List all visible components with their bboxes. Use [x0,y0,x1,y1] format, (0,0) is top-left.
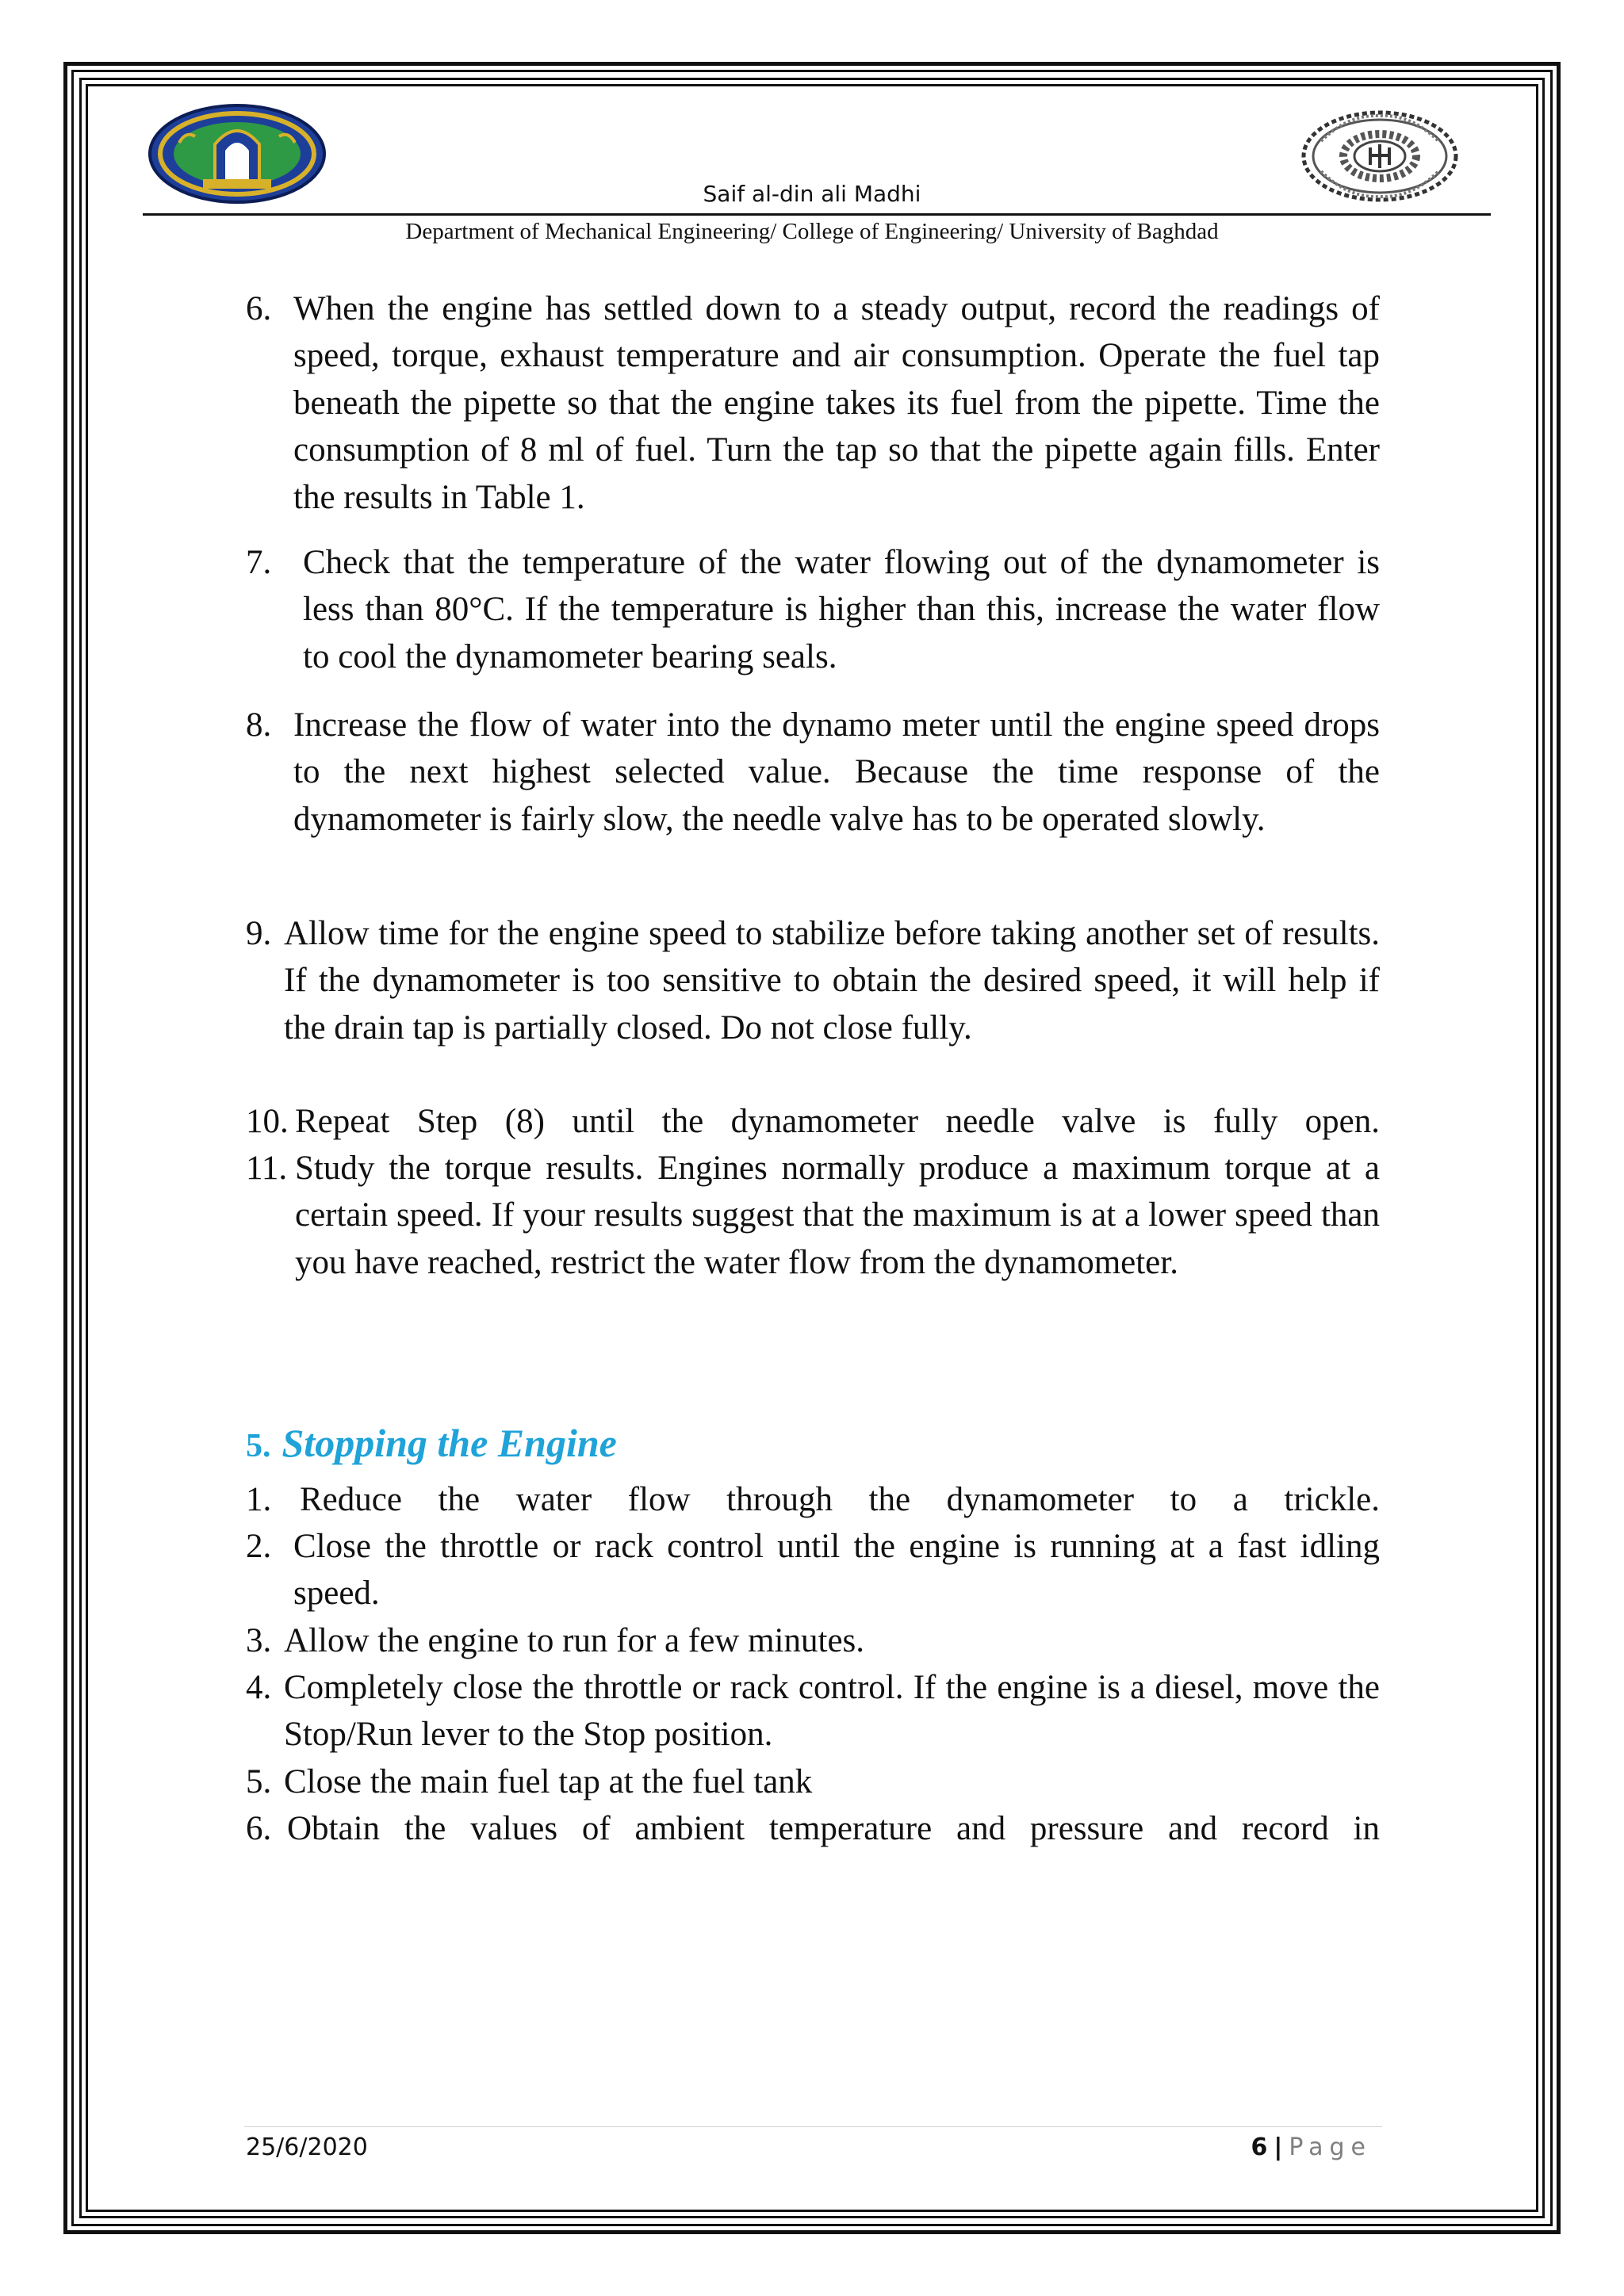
section-title: Stopping the Engine [282,1421,617,1465]
list-item-text: Close the throttle or rack control until the engine is running at a fast idling speed. [293,1528,1380,1613]
list-item [246,1664,1380,1758]
list-item-text: Increase the flow of water into the dynamo meter until the engine speed drops to the next highest selected value. Because the time response of the dynamometer is fairly slow, the needle valve has to be operated slowly. [293,706,1380,838]
section-number: 5. [246,1428,271,1464]
list-item-text: Repeat Step (8) until the dynamometer needle valve is fully open. [295,1103,1380,1140]
list-item [246,1476,1380,1523]
list-item [246,1145,1380,1286]
list-item [246,1617,1380,1664]
list-item [246,285,1380,521]
list-item [246,1523,1380,1617]
list-item-text: When the engine has settled down to a steady output, record the readings of speed, torque, exhaust temperature and air consumption. Operate the fuel tap beneath the pipette so that the engine takes its fuel from the pipette. Time the consumption of 8 ml of fuel. Turn the tap so that the pipette again fills. Enter the results in Table 1. [293,290,1380,516]
list-item [246,1098,1380,1145]
list-item-number: 11. [246,1150,288,1187]
page-number-value: 6 [1251,2133,1268,2161]
list-item-number: 6. [246,1810,272,1847]
author-name: Saif al-din ali Madhi [703,181,921,207]
list-item-text: Study the torque results. Engines normally produce a maximum torque at a certain speed. If your results suggest that the maximum is at a lower speed than you have reached, restrict the water flow from the dynamometer. [295,1150,1380,1281]
page-label: Page [1289,2133,1372,2161]
list-item [246,1805,1380,1852]
page-separator: | [1274,2133,1283,2161]
footer-divider [244,2126,1382,2127]
list-item-number: 2. [246,1528,272,1565]
list-item-number: 9. [246,915,272,952]
list-item-number: 1. [246,1481,272,1518]
list-item-number: 6. [246,290,272,327]
list-item-number: 3. [246,1622,272,1659]
footer-date: 25/6/2020 [246,2133,368,2161]
list-item-number: 5. [246,1763,272,1800]
list-item-text: Completely close the throttle or rack control. If the engine is a diesel, move the Stop/Run lever to the Stop position. [284,1669,1380,1754]
list-item-text: Check that the temperature of the water flowing out of the dynamometer is less than 80°C. If the temperature is higher than this, increase the water flow to cool the dynamometer bearing seals. [303,544,1380,675]
list-item-number: 10. [246,1103,289,1140]
page-number [1251,2133,1372,2161]
list-item-number: 8. [246,706,272,744]
header-divider [143,213,1491,216]
department-line: Department of Mechanical Engineering/ College of Engineering/ University of Baghdad [405,219,1219,244]
list-item-text: Allow time for the engine speed to stabilize before taking another set of results. If the dynamometer is too sensitive to obtain the desired speed, it will help if the drain tap is partially closed. Do not close fully. [284,915,1380,1047]
list-item [246,910,1380,1051]
list-item [246,1758,1380,1805]
list-item-text: Allow the engine to run for a few minutes. [284,1622,865,1659]
list-item-text: Reduce the water flow through the dynamometer to a trickle. [300,1481,1380,1518]
list-item [246,539,1380,680]
list-item-number: 7. [246,544,272,581]
list-item-text: Close the main fuel tap at the fuel tank [284,1763,813,1800]
section-heading [246,1420,617,1466]
list-item-text: Obtain the values of ambient temperature and pressure and record in [287,1810,1380,1847]
list-item-number: 4. [246,1669,272,1706]
list-item [246,702,1380,843]
